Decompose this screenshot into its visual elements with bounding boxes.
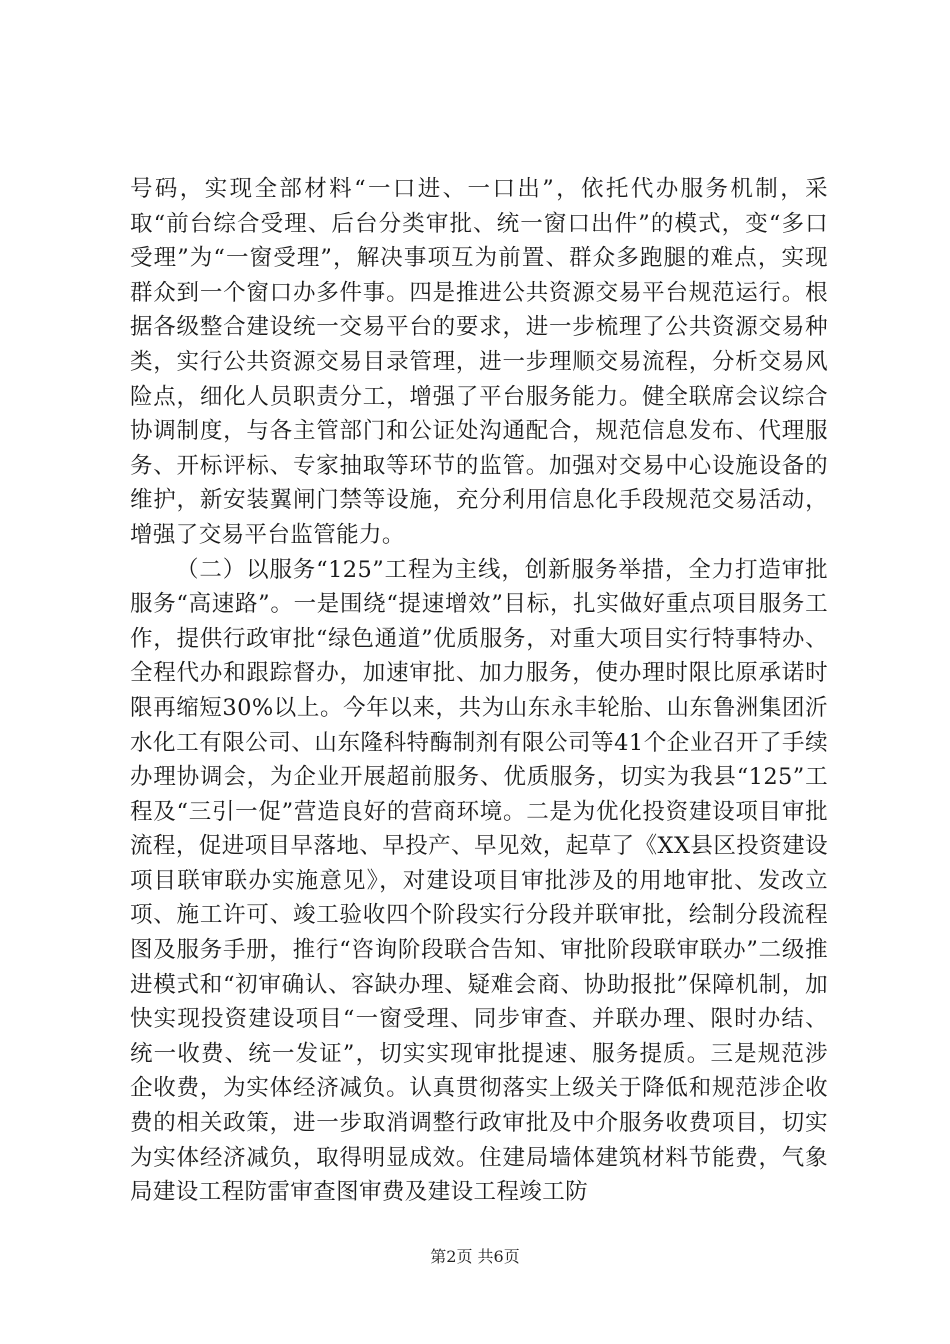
paragraph-2: （二）以服务“125”工程为主线，创新服务举措，全力打造审批服务“高速路”。一是围绕“提速增效”目标，扎实做好重点项目服务工作，提供行政审批“绿色通道”优质服务，对重大项目实行特事特办、全程代办和跟踪督办，加速审批、加力服务，使办理时限比原承诺时限再缩短30%以上。今年以来，共为山东永丰轮胎、山东鲁洲集团沂水化工有限公司、山东隆科特酶制剂有限公司等41个企业召开了手续办理协调会，为企业开展超前服务、优质服务，切实为我县“125”工程及“三引一促”营造良好的营商环境。二是为优化投资建设项目审批流程，促进项目早落地、早投产、早见效，起草了《XX县区投资建设项目联审联办实施意见》，对建设项目审批涉及的用地审批、发改立项、施工许可、竣工验收四个阶段实行分段并联审批，绘制分段流程图及服务手册，推行“咨询阶段联合告知、审批阶段联审联办”二级推进模式和“初审确认、容缺办理、疑难会商、协助报批”保障机制，加快实现投资建设项目“一窗受理、同步审查、并联办理、限时办结、统一收费、统一发证”，切实实现审批提速、服务提质。三是规范涉企收费，为实体经济减负。认真贯彻落实上级关于降低和规范涉企收费的相关政策，进一步取消调整行政审批及中介服务收费项目，切实为实体经济减负，取得明显成效。住建局墙体建筑材料节能费，气象局建设工程防雷审查图审费及建设工程竣工防 [130,556,828,1206]
page-number: 第2页 共6页 [430,1247,520,1266]
paragraph-1: 号码，实现全部材料“一口进、一口出”，依托代办服务机制，采取“前台综合受理、后台分类审批、统一窗口出件”的模式，变“多口受理”为“一窗受理”，解决事项互为前置、群众多跑腿的难点，实现群众到一个窗口办多件事。四是推进公共资源交易平台规范运行。根据各级整合建设统一交易平台的要求，进一步梳理了公共资源交易种类，实行公共资源交易目录管理，进一步理顺交易流程，分析交易风险点，细化人员职责分工，增强了平台服务能力。健全联席会议综合协调制度，与各主管部门和公证处沟通配合，规范信息发布、代理服务、开标评标、专家抽取等环节的监管。加强对交易中心设施设备的维护，新安装翼闸门禁等设施，充分利用信息化手段规范交易活动，增强了交易平台监管能力。 [130,176,828,548]
document-body [130,172,828,1210]
